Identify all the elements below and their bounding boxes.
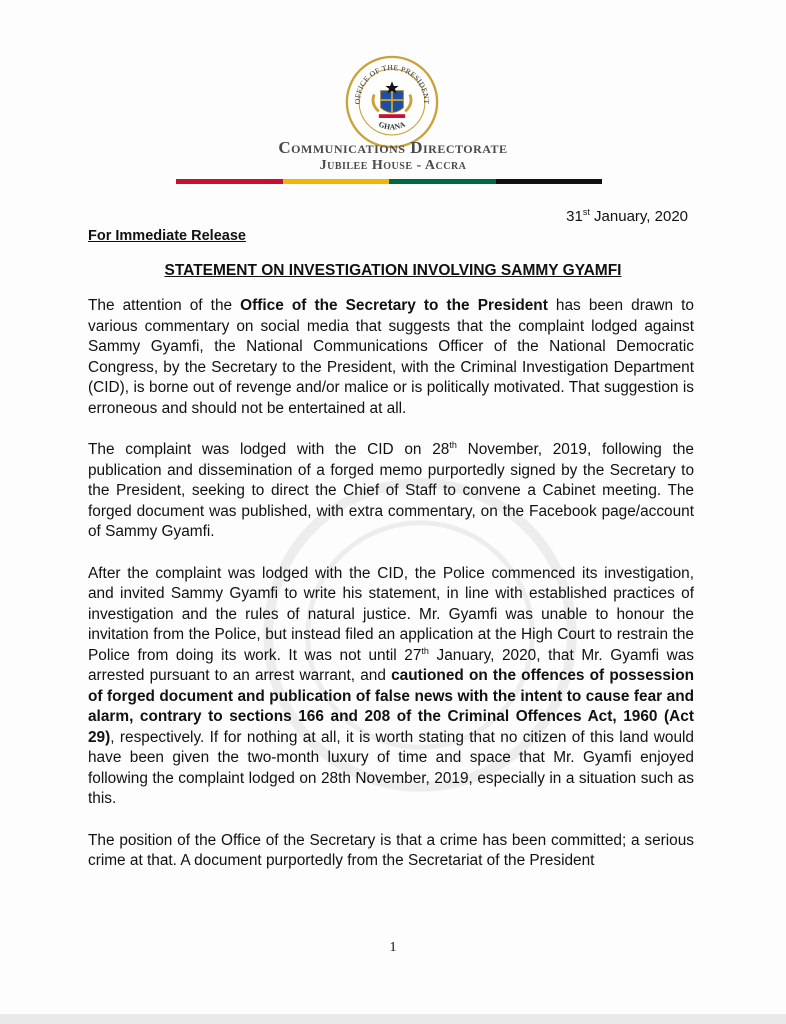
release-label: For Immediate Release [88, 228, 246, 244]
svg-text:OFFICE OF THE PRESIDENT: OFFICE OF THE PRESIDENT [352, 62, 431, 105]
bottom-edge [0, 1014, 786, 1024]
paragraph-2: The complaint was lodged with the CID on 28th November, 2019, following the publication and dissemination of a forged memo purportedly signed by the Secretary to the President, seeking to direct the Chief of Staff to convene a Cabinet meeting. The forged document was published, with extra commentary, on the Facebook page/account of Sammy Gyamfi. [88, 439, 694, 540]
office-of-the-president-seal-icon [345, 55, 439, 149]
flag-color-rule [176, 179, 602, 184]
paragraph-1: The attention of the Office of the Secretary to the President has been drawn to various commentary on social media that suggests that the complaint lodged against Sammy Gyamfi, the National Communications Officer of the National Democratic Congress, by the Secretary to the President, with the Criminal Investigation Department (CID), is borne out of revenge and/or malice or is politically motivated. That suggestion is erroneous and should not be entertained at all. [88, 297, 694, 417]
org-name: Communications Directorate [278, 138, 508, 157]
statement-title: STATEMENT ON INVESTIGATION INVOLVING SAMMY GYAMFI [164, 262, 622, 279]
page-number: 1 [389, 940, 397, 955]
paragraph-3: After the complaint was lodged with the CID, the Police commenced its investigation, and invited Sammy Gyamfi to write his statement, in line with established practices of investigation and the rules of natural justice. Mr. Gyamfi was unable to honour the invitation from the Police, but instead filed an application at the High Court to restrain the Police from doing its work. It was not until 27th January, 2020, that Mr. Gyamfi was arrested pursuant to an arrest warrant, and cautioned on the offences of possession of forged document and publication of false news with the intent to cause fear and alarm, contrary to sections 166 and 208 of the Criminal Offences Act, 1960 (Act 29), respectively. If for nothing at all, it is worth stating that no citizen of this land would have been given the two-month luxury of time and space that Mr. Gyamfi enjoyed following the complaint lodged on 28th November, 2019, especially in a situation such as this. [88, 564, 694, 807]
paragraph-4: The position of the Office of the Secretary is that a crime has been committed; a serious crime at that. A document purportedly from the Secretariat of the President [88, 831, 694, 869]
statement-date: 31st January, 2020 [566, 207, 688, 225]
svg-text:GHANA: GHANA [377, 119, 407, 132]
org-location: Jubilee House - Accra [319, 158, 467, 173]
statement-body [88, 296, 694, 893]
